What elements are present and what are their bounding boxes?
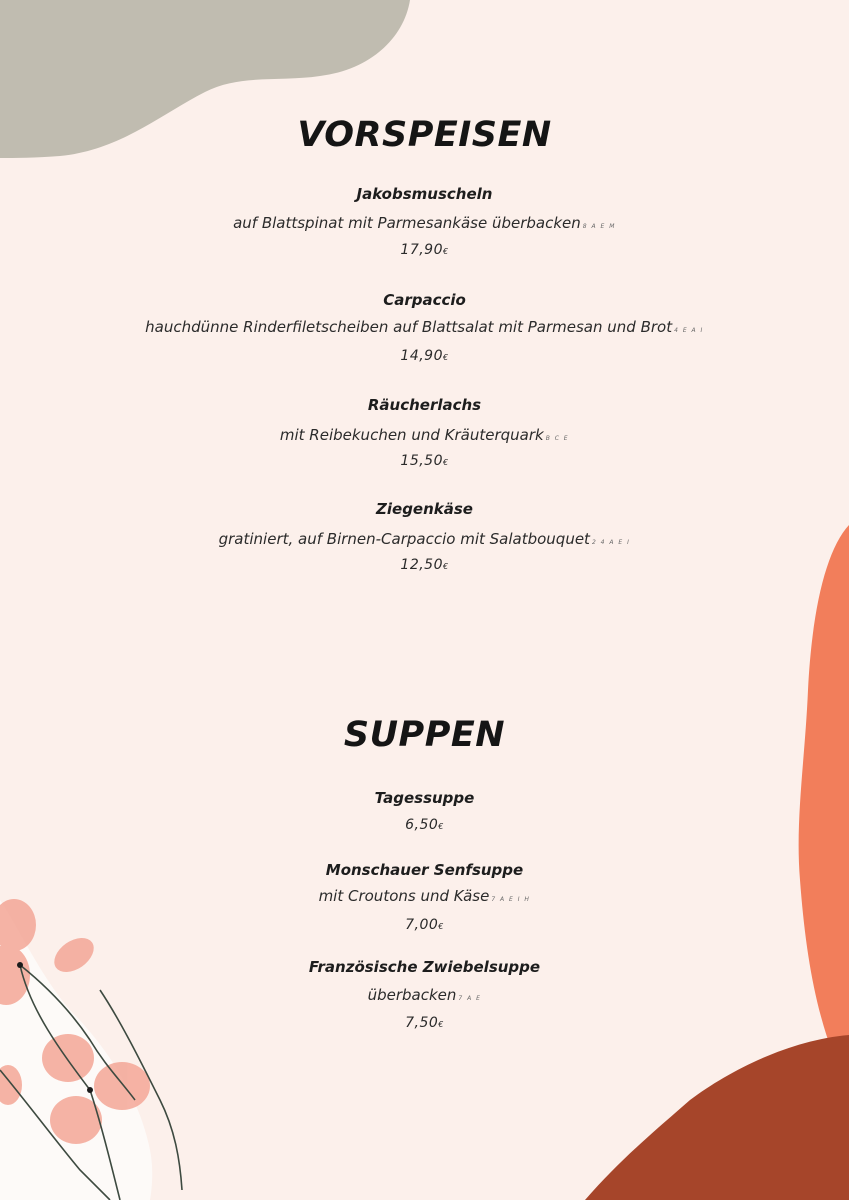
allergen-codes: B C E bbox=[545, 435, 570, 442]
flower-node bbox=[87, 1087, 93, 1093]
item-name-raeucherlachs: Räucherlachs bbox=[367, 396, 482, 414]
item-price-tagessuppe: 6,50€ bbox=[405, 817, 444, 833]
item-desc-jakobsmuscheln: auf Blattspinat mit Parmesankäse überbacken 8 A E M bbox=[233, 214, 616, 232]
item-name-ziegenkaese: Ziegenkäse bbox=[376, 500, 473, 518]
allergen-codes: 7 A E bbox=[458, 995, 482, 1002]
section-title-vorspeisen: VORSPEISEN bbox=[297, 115, 552, 155]
rust-blob-shape bbox=[585, 1035, 849, 1200]
item-desc-raeucherlachs: mit Reibekuchen und Kräuterquark B C E bbox=[279, 426, 570, 444]
allergen-codes: 2 4 A E I bbox=[591, 539, 631, 546]
item-name-monschauer-senfsuppe: Monschauer Senfsuppe bbox=[325, 861, 524, 879]
item-price-ziegenkaese: 12,50€ bbox=[400, 557, 449, 573]
item-price-carpaccio: 14,90€ bbox=[400, 348, 449, 364]
item-name-jakobsmuscheln: Jakobsmuscheln bbox=[356, 185, 493, 203]
allergen-codes: 7 A E I H bbox=[491, 896, 531, 903]
item-price-raeucherlachs: 15,50€ bbox=[400, 453, 449, 469]
item-desc-franzoesische-zwiebelsuppe: überbacken 7 A E bbox=[367, 986, 482, 1004]
item-name-franzoesische-zwiebelsuppe: Französische Zwiebelsuppe bbox=[308, 958, 541, 976]
allergen-codes: 8 A E M bbox=[582, 223, 616, 230]
allergen-codes: 4 E A I bbox=[674, 327, 704, 334]
item-name-carpaccio: Carpaccio bbox=[383, 291, 466, 309]
orange-blob-shape bbox=[799, 525, 849, 1090]
item-desc-ziegenkaese: gratiniert, auf Birnen-Carpaccio mit Salatbouquet 2 4 A E I bbox=[218, 530, 631, 548]
item-price-franzoesische-zwiebelsuppe: 7,50€ bbox=[405, 1015, 444, 1031]
section-title-suppen: SUPPEN bbox=[343, 715, 506, 755]
item-desc-carpaccio: hauchdünne Rinderfiletscheiben auf Blattsalat mit Parmesan und Brot 4 E A I bbox=[145, 318, 704, 336]
item-desc-monschauer-senfsuppe: mit Croutons und Käse 7 A E I H bbox=[318, 887, 531, 905]
item-name-tagessuppe: Tagessuppe bbox=[374, 789, 475, 807]
item-price-jakobsmuscheln: 17,90€ bbox=[400, 242, 449, 258]
item-price-monschauer-senfsuppe: 7,00€ bbox=[405, 917, 444, 933]
